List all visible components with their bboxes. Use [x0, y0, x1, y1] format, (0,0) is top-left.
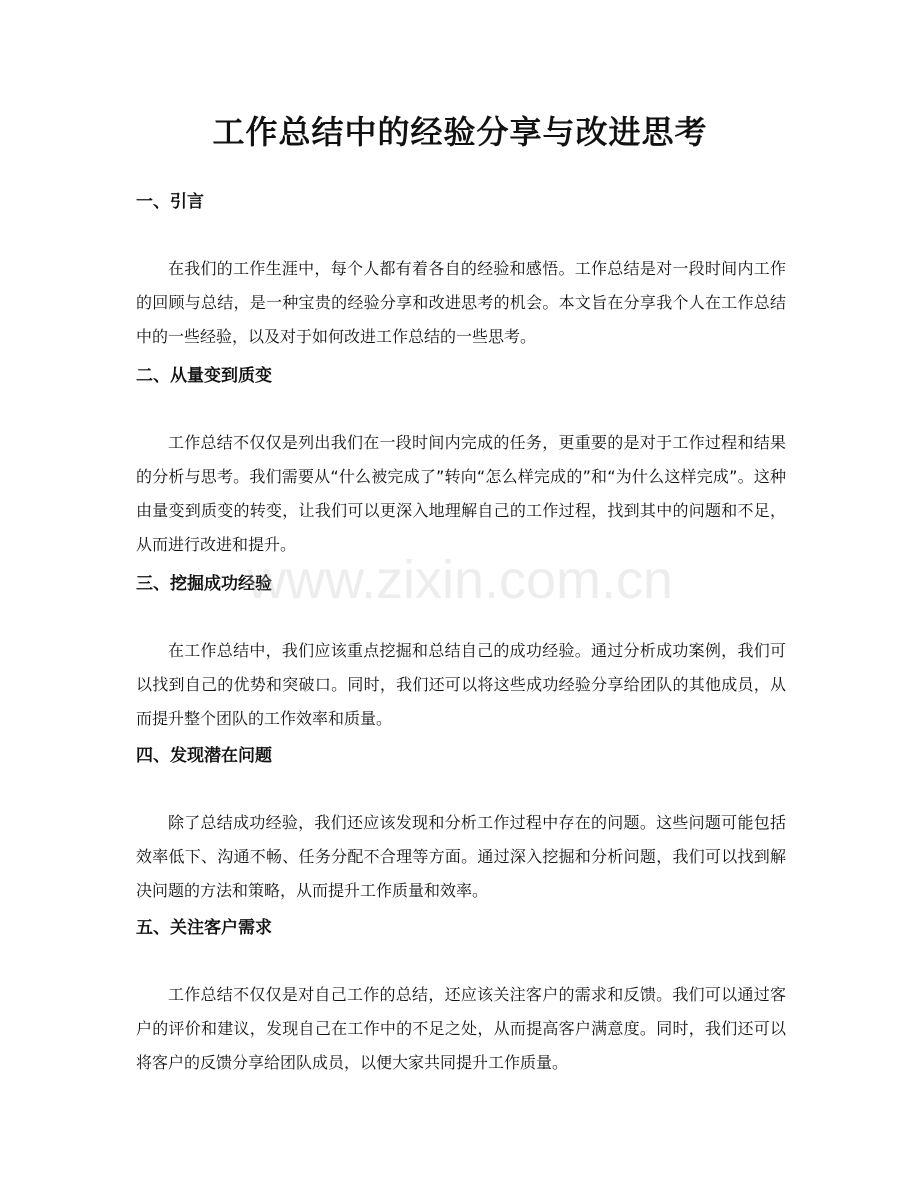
section-success-experience [136, 570, 786, 736]
section-heading: 一、引言 [136, 192, 204, 212]
section-heading: 四、发现潜在问题 [136, 746, 272, 766]
section-heading: 五、关注客户需求 [136, 918, 272, 938]
section-customer-needs [136, 914, 786, 1080]
watermark: www.zixin.com.cn [246, 550, 674, 610]
page-title: 工作总结中的经验分享与改进思考 [212, 113, 708, 151]
section-paragraph: 在工作总结中，我们应该重点挖掘和总结自己的成功经验。通过分析成功案例，我们可以找到自己的优势和突破口。同时，我们还可以将这些成功经验分享给团队的其他成员，从而提升整个团队的工作效率和质量。 [136, 641, 786, 728]
section-quantity-to-quality [136, 362, 786, 562]
section-paragraph: 除了总结成功经验，我们还应该发现和分析工作过程中存在的问题。这些问题可能包括效率低下、沟通不畅、任务分配不合理等方面。通过深入挖掘和分析问题，我们可以找到解决问题的方法和策略，从而提升工作质量和效率。 [136, 813, 786, 900]
section-heading: 三、挖掘成功经验 [136, 574, 272, 594]
section-introduction [136, 188, 786, 354]
section-paragraph: 在我们的工作生涯中，每个人都有着各自的经验和感悟。工作总结是对一段时间内工作的回顾与总结，是一种宝贵的经验分享和改进思考的机会。本文旨在分享我个人在工作总结中的一些经验，以及对于如何改进工作总结的一些思考。 [136, 259, 786, 346]
section-paragraph: 工作总结不仅仅是对自己工作的总结，还应该关注客户的需求和反馈。我们可以通过客户的评价和建议，发现自己在工作中的不足之处，从而提高客户满意度。同时，我们还可以将客户的反馈分享给团队成员，以便大家共同提升工作质量。 [136, 985, 786, 1072]
section-paragraph: 工作总结不仅仅是列出我们在一段时间内完成的任务，更重要的是对于工作过程和结果的分析与思考。我们需要从“什么被完成了”转向“怎么样完成的”和“为什么这样完成”。这种由量变到质变的转变，让我们可以更深入地理解自己的工作过程，找到其中的问题和不足，从而进行改进和提升。 [136, 433, 786, 554]
section-potential-problems [136, 742, 786, 908]
section-heading: 二、从量变到质变 [136, 366, 272, 386]
